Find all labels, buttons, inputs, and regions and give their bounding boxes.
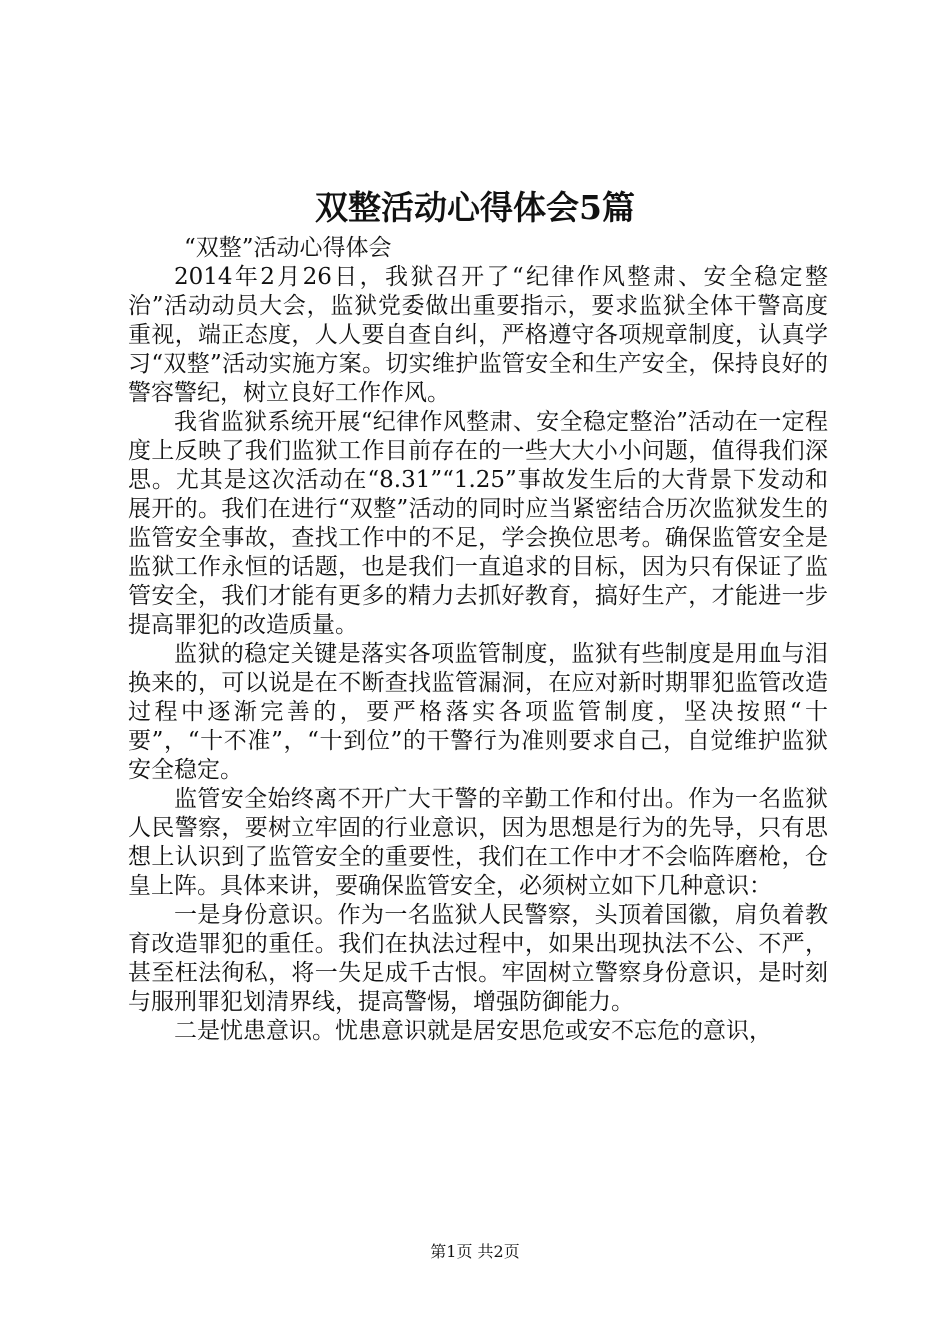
paragraph: 二是忧患意识。忧患意识就是居安思危或安不忘危的意识，: [174, 1018, 772, 1044]
document-title: 双整活动心得体会5篇: [315, 188, 635, 227]
paragraph: 监狱的稳定关键是落实各项监管制度，监狱有些制度是用血与泪换来的，可以说是在不断查找监管漏洞，在应对新时期罪犯监管改造过程中逐渐完善的，要严格落实各项监管制度，坚决按照“十要”，“十不准”，“十到位”的干警行为准则要求自己，自觉维护监狱安全稳定。: [128, 641, 828, 783]
paragraph: 我省监狱系统开展“纪律作风整肃、安全稳定整治”活动在一定程度上反映了我们监狱工作目前存在的一些大大小小问题，值得我们深思。尤其是这次活动在“8.31”“1.25”事故发生后的大背景下发动和展开的。我们在进行“双整”活动的同时应当紧密结合历次监狱发生的监管安全事故，查找工作中的不足，学会换位思考。确保监管安全是监狱工作永恒的话题，也是我们一直追求的目标，因为只有保证了监管安全，我们才能有更多的精力去抓好教育，搞好生产，才能进一步提高罪犯的改造质量。: [128, 409, 828, 638]
paragraph: 一是身份意识。作为一名监狱人民警察，头顶着国徽，肩负着教育改造罪犯的重任。我们在执法过程中，如果出现执法不公、不严，甚至枉法徇私，将一失足成千古恨。牢固树立警察身份意识，是时刻与服刑罪犯划清界线，提高警惕，增强防御能力。: [128, 902, 828, 1015]
paragraph: 监管安全始终离不开广大干警的辛勤工作和付出。作为一名监狱人民警察，要树立牢固的行业意识，因为思想是行为的先导，只有思想上认识到了监管安全的重要性，我们在工作中才不会临阵磨枪，仓皇上阵。具体来讲，要确保监管安全，必须树立如下几种意识：: [128, 786, 828, 899]
document-body: [128, 234, 828, 1046]
document-subtitle: “双整”活动心得体会: [184, 235, 392, 261]
paragraph: 2014年2月26日，我狱召开了“纪律作风整肃、安全稳定整治”活动动员大会，监狱党委做出重要指示，要求监狱全体干警高度重视，端正态度，人人要自查自纠，严格遵守各项规章制度，认真学习“双整”活动实施方案。切实维护监管安全和生产安全，保持良好的警容警纪，树立良好工作作风。: [128, 264, 828, 406]
page-footer: 第1页 共2页: [430, 1242, 520, 1261]
